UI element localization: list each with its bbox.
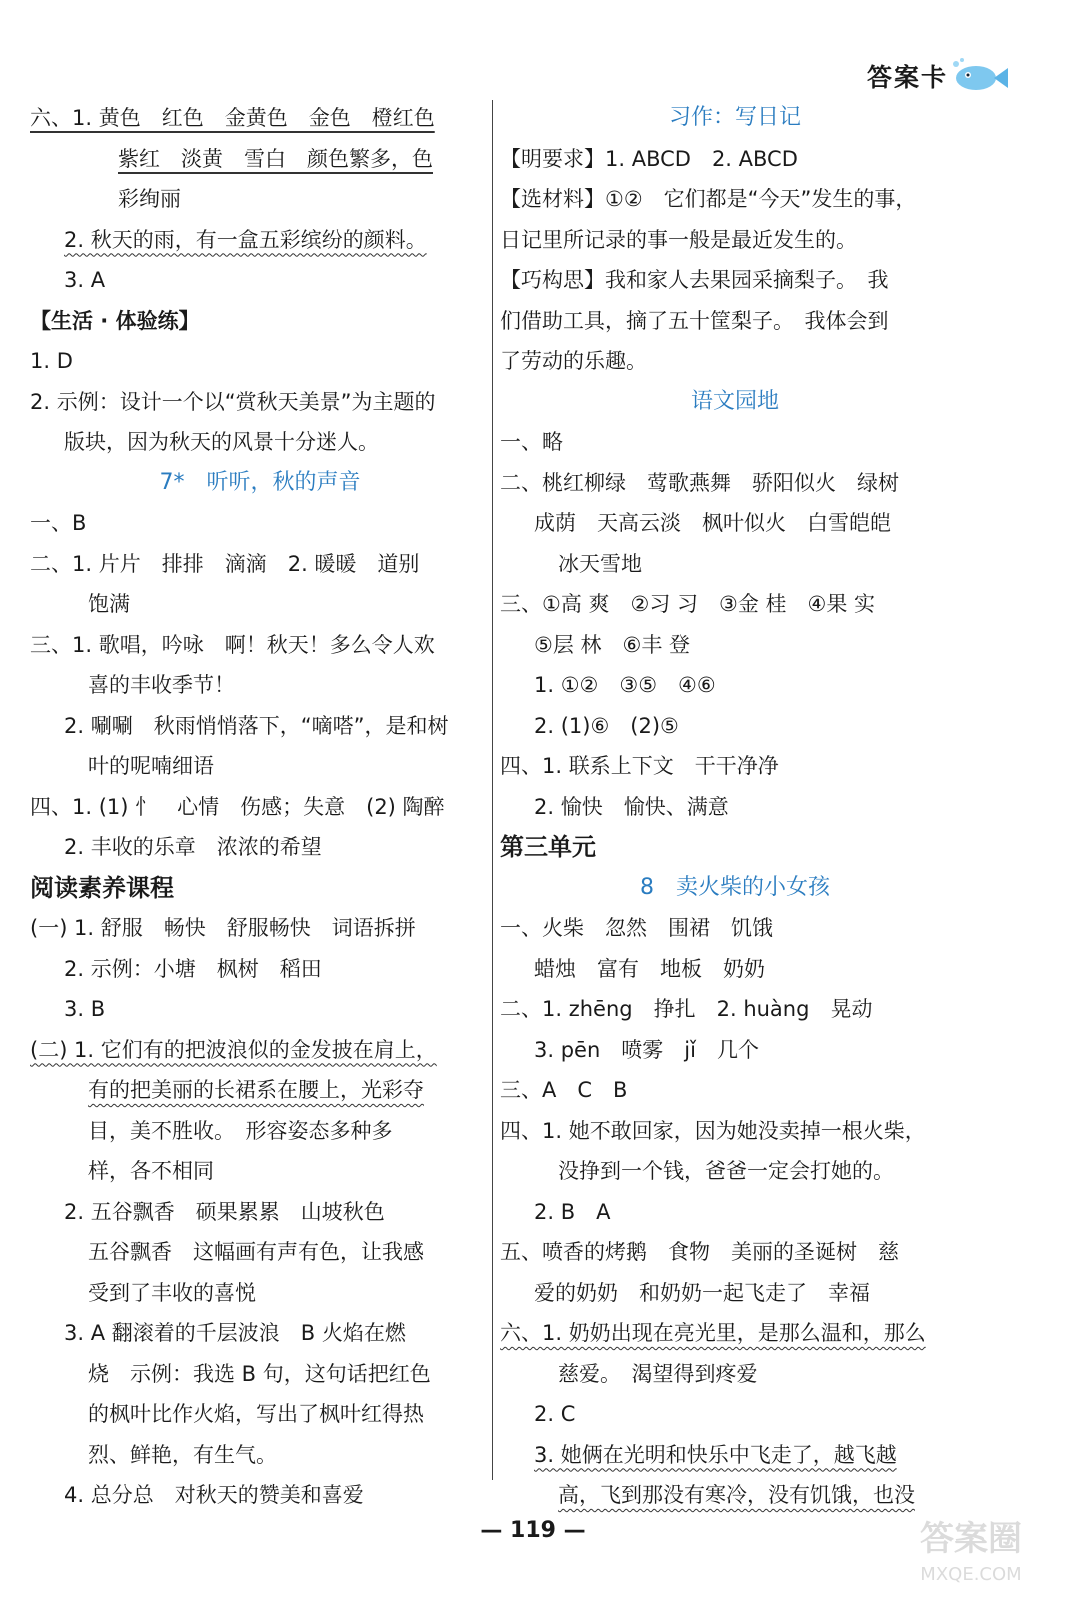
answer-text: 一、B [30,511,87,535]
answer-line [500,746,970,787]
answer-line [500,544,970,585]
answer-line [30,625,490,666]
answer-line [30,1030,490,1071]
right-answer-column [500,98,970,1516]
answer-line [30,301,490,342]
answer-text: (一) 1. 舒服 畅快 舒服畅快 词语拆拼 [30,916,416,940]
answer-text: ⑤层 林 ⑥丰 登 [534,632,691,657]
answer-line [500,1273,970,1314]
answer-line [500,1394,970,1435]
answer-text: 蜡烛 富有 地板 奶奶 [534,956,765,981]
answer-text: 紫红 淡黄 雪白 颜色繁多，色 [118,146,433,171]
answer-text: 六、1. 奶奶出现在亮光里，是那么温和，那么 [500,1321,926,1345]
answer-line [30,98,490,139]
answer-text: 高，飞到那没有寒冷，没有饥饿，也没 [558,1483,915,1507]
answer-text: 日记里所记录的事一般是最近发生的。 [500,227,857,252]
answer-text: 喜的丰收季节！ [88,673,235,697]
answer-text: 2. 示例：设计一个以“赏秋天美景”为主题的 [30,389,436,414]
answer-line [30,1273,490,1314]
column-divider [492,100,493,1480]
answer-line [30,544,490,585]
answer-text: 2. (1)⑥ (2)⑤ [534,713,679,738]
answer-line [30,665,490,706]
answer-text: 8 卖火柴的小女孩 [640,874,830,900]
answer-line [500,625,970,666]
answer-line [500,949,970,990]
page-number: — 119 — [480,1518,586,1543]
svg-text:答案圈: 答案圈 [920,1519,1022,1559]
answer-text: 三、1. 歌唱，吟咏 啊！秋天！多么令人欢 [30,632,435,657]
answer-text: 2. C [534,1402,576,1426]
answer-text: 1. D [30,349,73,373]
answer-text: 二、1. zhēng 挣扎 2. huàng 晃动 [500,997,873,1021]
answer-text: 四、1. (1) 忄 心情 伤感；失意 (2) 陶醉 [30,794,445,819]
answer-text: 四、1. 联系上下文 干干净净 [500,754,779,778]
answer-line [500,301,970,342]
answer-text: 们借助工具，摘了五十筐梨子。 我体会到 [500,308,889,333]
answer-text: 三、A C B [500,1078,628,1102]
answer-line [500,422,970,463]
answer-text: 3. 她俩在光明和快乐中飞走了，越飞越 [534,1442,897,1467]
answer-line [30,787,490,828]
answer-text: 有的把美丽的长裙系在腰上，光彩夺 [88,1078,424,1102]
answer-text: 爱的奶奶 和奶奶一起飞走了 幸福 [534,1280,870,1305]
answer-text: 语文园地 [690,388,779,414]
answer-line [30,706,490,747]
answer-line [30,220,490,261]
answer-line [500,260,970,301]
answer-line [30,179,490,220]
answer-line [30,908,490,949]
answer-line [500,1151,970,1192]
answer-text: 阅读素养课程 [30,873,174,902]
answer-text: 冰天雪地 [558,551,642,576]
answer-line [500,98,970,139]
answer-text: 7* 听听，秋的声音 [159,469,361,495]
answer-line [30,1192,490,1233]
answer-text: 2. 五谷飘香 硕果累累 山坡秋色 [64,1199,385,1224]
answer-line [500,139,970,180]
answer-text: 成荫 天高云淡 枫叶似火 白雪皑皑 [534,511,891,535]
answer-line [30,746,490,787]
answer-line [500,787,970,828]
answer-line [30,139,490,180]
answer-text: 习作：写日记 [668,105,801,130]
answer-text: 第三单元 [500,833,596,861]
svg-text:MXQE.COM: MXQE.COM [920,1564,1022,1585]
answer-text: 六、1. 黄色 红色 金黄色 金色 橙红色 [30,106,435,130]
answer-text: 2. 丰收的乐章 浓浓的希望 [64,835,322,859]
watermark-logo [896,1500,1046,1590]
left-answer-column [30,98,490,1516]
answer-line [30,1151,490,1192]
answer-text: 五谷飘香 这幅画有声有色，让我感 [88,1240,424,1264]
answer-line [500,1232,970,1273]
answer-text: 五、喷香的烤鹅 食物 美丽的圣诞树 慈 [500,1240,899,1264]
answer-line [500,827,970,868]
answer-line [500,1354,970,1395]
answer-line [500,220,970,261]
answer-text: 【选材料】①② 它们都是“今天”发生的事， [500,187,917,211]
answer-text: 2. 示例：小塘 枫树 稻田 [64,956,322,981]
answer-text: 饱满 [88,592,130,616]
answer-line [30,1070,490,1111]
answer-line [500,341,970,382]
page-header-title: 答案卡 [866,63,948,92]
answer-line [500,1313,970,1354]
answer-line [30,260,490,301]
answer-line [30,422,490,463]
answer-text: 3. A [64,268,106,292]
answer-text: 四、1. 她不敢回家，因为她没卖掉一根火柴， [500,1118,926,1143]
answer-text: 没挣到一个钱，爸爸一定会打她的。 [558,1159,894,1183]
answer-text: 受到了丰收的喜悦 [88,1280,256,1305]
answer-text: 3. pēn 喷雾 jǐ 几个 [534,1037,759,1062]
answer-line [30,1313,490,1354]
answer-line [500,908,970,949]
answer-text: 2. 愉快 愉快、满意 [534,794,729,819]
answer-text: 三、①高 爽 ②习 习 ③金 桂 ④果 实 [500,592,876,616]
answer-line [500,503,970,544]
answer-text: 样，各不相同 [88,1159,214,1183]
answer-text: 4. 总分总 对秋天的赞美和喜爱 [64,1483,364,1507]
answer-line [30,341,490,382]
answer-line [30,1354,490,1395]
answer-text: 【巧构思】我和家人去果园采摘梨子。 我 [500,268,889,292]
answer-text: 一、火柴 忽然 围裙 饥饿 [500,916,773,940]
answer-line [30,1111,490,1152]
answer-line [500,584,970,625]
answer-text: 2. 唰唰 秋雨悄悄落下，“嘀嗒”，是和树 [64,713,449,738]
answer-line [500,463,970,504]
answer-line [30,382,490,423]
answer-line [500,1030,970,1071]
answer-text: 目，美不胜收。 形容姿态多种多 [88,1118,393,1143]
answer-text: 版块，因为秋天的风景十分迷人。 [64,430,379,454]
answer-line [500,1111,970,1152]
answer-text: 二、1. 片片 排排 滴滴 2. 暖暖 道别 [30,551,420,576]
cartoon-fish-icon [948,56,1010,96]
answer-line [30,949,490,990]
answer-line [500,1435,970,1476]
answer-line [30,1394,490,1435]
answer-line [500,665,970,706]
answer-line [500,179,970,220]
answer-text: 烧 示例：我选 B 句，这句话把红色 [88,1361,431,1386]
answer-line [30,827,490,868]
answer-line [500,868,970,909]
answer-text: 二、桃红柳绿 莺歌燕舞 骄阳似火 绿树 [500,470,899,495]
answer-line [30,1232,490,1273]
answer-line [500,989,970,1030]
answer-line [30,503,490,544]
answer-line [30,463,490,504]
answer-text: 3. A 翻滚着的千层波浪 B 火焰在燃 [64,1321,406,1345]
answer-text: 了劳动的乐趣。 [500,349,647,373]
answer-text: 叶的呢喃细语 [88,754,214,778]
answer-text: 1. ①② ③⑤ ④⑥ [534,673,716,697]
answer-text: 2. B A [534,1199,611,1224]
answer-line [30,1435,490,1476]
answer-text: 的枫叶比作火焰，写出了枫叶红得热 [88,1402,424,1426]
answer-text: 【生活 · 体验练】 [30,308,200,333]
answer-line [500,1070,970,1111]
answer-line [30,1475,490,1516]
answer-line [30,584,490,625]
answer-line [30,989,490,1030]
answer-line [500,1192,970,1233]
answer-text: 慈爱。 渴望得到疼爱 [558,1361,758,1386]
answer-text: 彩绚丽 [118,187,181,211]
answer-text: 【明要求】1. ABCD 2. ABCD [500,146,798,171]
answer-line [500,706,970,747]
answer-line [30,868,490,909]
answer-text: 3. B [64,997,106,1021]
answer-text: 一、略 [500,430,563,454]
answer-line [500,382,970,423]
answer-text: (二) 1. 它们有的把波浪似的金发披在肩上， [30,1037,437,1062]
answer-text: 2. 秋天的雨，有一盒五彩缤纷的颜料。 [64,227,427,252]
answer-text: 烈、鲜艳，有生气。 [88,1442,277,1467]
